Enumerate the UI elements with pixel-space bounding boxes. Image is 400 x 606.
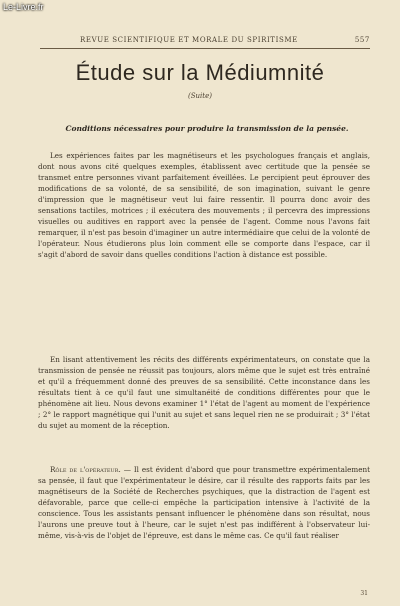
site-watermark: Le-Livre.fr — [3, 2, 44, 12]
paragraph-3-text: — Il est évident d'abord que pour transmettre expérimentalement sa pensée, il faut que l'expérimentateur le désire, car il résulte des rapports faits par les magnétiseurs de la Société de Recherches psychiques, que la distraction de l'agent est défavorable, parce que celle-ci empêche la participation intensive à l'activité de la conscience. Tous les assistants pensant influencer le phénomène dans son résultat, nous l'aurons une preuve tout à l'heure, car le sujet n'est pas indifférent à l'observateur lui-même, vis-à-vis de l'objet de l'épreuve, est dans le même cas. Ce qu'il faut réaliser — [38, 465, 371, 540]
paragraph-2: En lisant attentivement les récits des différents expérimentateurs, on constate que la transmission de pensée ne réussit pas toujours, alors même que le sujet est très entraîné et qu'il a fréquemment donné des preuves de sa sensibilité. Cette inconstance dans les résultats tient à ce qu'il faut une simultanéité de conditions différentes pour que le phénomène ait lieu. Nous devons examiner 1° l'état de l'agent au moment de l'expérience ; 2° le rapport magnétique qui l'unit au sujet et sans lequel rien ne se produirait ; 3° l'état du sujet au moment de la réception. — [38, 355, 370, 430]
page-number: 557 — [354, 36, 370, 44]
article-title: Étude sur la Médiumnité — [75, 60, 325, 85]
running-header — [40, 36, 370, 49]
paragraph-3 — [38, 464, 370, 541]
journal-name: REVUE SCIENTIFIQUE ET MORALE DU SPIRITISME — [80, 36, 298, 44]
paragraph-1: Les expériences faites par les magnétiseurs et les psychologues français et anglais, dont nous avons cité quelques exemples, établissent avec certitude que la pensée se transmet entre personnes vivant parfaitement éveillées. Le percipient peut éprouver des modifications de sa volonté, de sa sensibilité, de son imagination, suivant le genre d'impression que le magnétiseur veut lui faire ressentir. Il pourra donc avoir des sensations tactiles, motrices ; il exécutera des mouvements ; il percevra des impressions visuelles ou auditives en rapport avec la pensée de l'agent. Comme nous l'avons fait remarquer, il n'est pas besoin d'imaginer un autre intermédiaire que celui de la volonté de l'opérateur. Nous étudierons plus loin comment elle se comporte dans l'espace, car il s'agit d'abord de savoir dans quelles conditions l'action à distance est possible. — [38, 151, 370, 259]
role-label: Rôle de l'opérateur. — [50, 465, 121, 474]
article-subtitle: (Suite) — [188, 92, 212, 100]
section-heading: Conditions nécessaires pour produire la transmission de la pensée. — [65, 124, 349, 133]
folio-mark: 31 — [360, 590, 368, 597]
